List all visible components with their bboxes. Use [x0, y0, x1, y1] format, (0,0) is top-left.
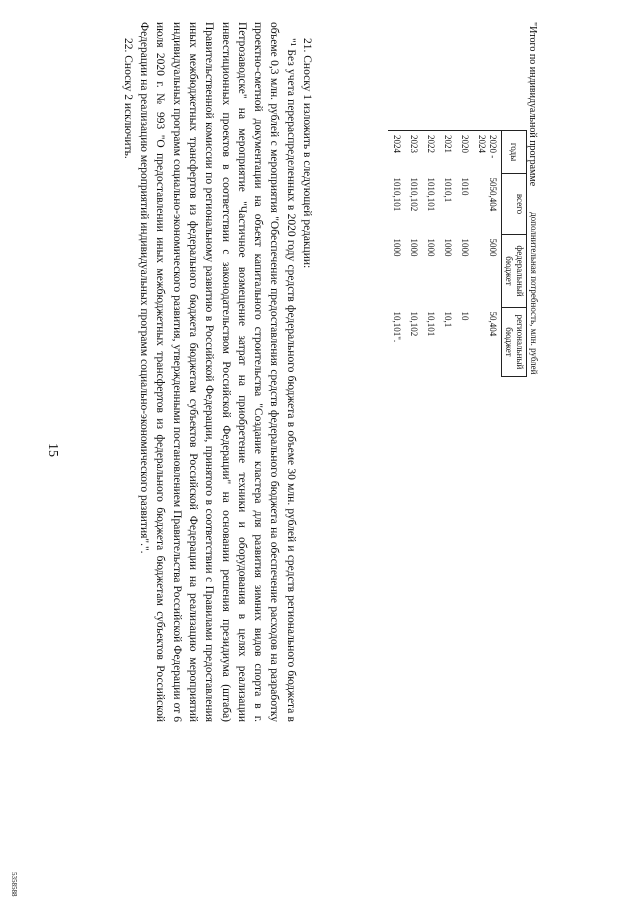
cell-federal: 1000	[443, 238, 453, 257]
page-number: 15	[45, 443, 60, 457]
table-row	[473, 131, 502, 377]
col-header-years: годы	[502, 131, 527, 174]
cell-total: 1010,101	[426, 177, 436, 212]
table-row	[439, 131, 456, 377]
cell-year: 2022	[422, 131, 439, 174]
cell-year: 2023	[405, 131, 422, 174]
cell-total: 1010	[460, 177, 470, 196]
cell-year: 2020 - 2024	[473, 131, 502, 174]
cell-total: 1010,1	[443, 177, 453, 203]
cell-regional: 50,404	[488, 311, 498, 337]
program-total-heading: "Итого по индивидуальной программе	[527, 22, 538, 187]
cell-year: 2020	[456, 131, 473, 174]
cell-regional: 10,102	[409, 311, 419, 337]
table-row	[405, 131, 422, 377]
funding-table	[388, 130, 540, 377]
cell-total: 1010,101	[392, 177, 402, 212]
footnote-1-text: "¹ Без учета перераспределенных в 2020 году средств федерального бюджета в объеме 30 млн. рублей и средств регионального бюджета в объеме 0,3 млн. рублей с мероприятия "Обеспечение предоставления средств федерального бюджета на обеспечение расходов на разработку проектно-сметной документации на объект капитального строительства "Создание кластера для развития зимних видов спорта в г. Петрозаводске" на мероприятие "Частичное возмещение затрат на приобретение техники и оборудования в целях реализации инвестиционных проектов в соответствии с законодательством Российской Федерации" на основании решения президиума (штаба) Правительственной комиссии по региональному развитию в Российской Федерации, принятого в соответствии с Правилами предоставления иных межбюджетных трансфертов из федерального бюджета бюджетам субъектов Российской Федерации на реализацию мероприятий индивидуальных программ социально-экономического развития, утвержденными постановлением Правительства Российской Федерации от 6 июля 2020 г. № 993 "О предоставлении иных межбюджетных трансфертов из федерального бюджета бюджетам субъектов Российской Федерации на реализацию мероприятий индивидуальных программ социально-экономического развития".".	[138, 22, 297, 722]
cell-federal: 1000	[392, 238, 402, 257]
table-row	[388, 131, 405, 377]
cell-total: 5050,404	[488, 177, 498, 212]
amendment-text	[119, 22, 315, 722]
cell-regional: 10,101	[426, 311, 436, 337]
cell-year: 2021	[439, 131, 456, 174]
cell-federal: 1000	[409, 238, 419, 257]
cell-total: 1010,102	[409, 177, 419, 212]
table-row	[422, 131, 439, 377]
paragraph-22: 22. Сноску 2 исключить.	[121, 38, 134, 159]
document-code: 5358588	[10, 872, 18, 897]
cell-federal: 1000	[460, 238, 470, 257]
cell-regional: 10	[460, 311, 470, 321]
cell-federal: 5000	[488, 238, 498, 257]
rotated-content	[80, 18, 540, 868]
paragraph-21: 21. Сноску 1 изложить в следующей редакции:	[301, 38, 313, 269]
col-header-total: всего	[502, 174, 527, 235]
cell-regional: 10,101".	[392, 311, 402, 343]
table-row	[456, 131, 473, 377]
col-header-regional: региональный бюджет	[502, 308, 527, 377]
cell-year: 2024	[388, 131, 405, 174]
cell-regional: 10,1	[443, 311, 453, 328]
col-header-federal: федеральный бюджет	[502, 235, 527, 308]
table-caption: дополнительная потребность, млн. рублей	[529, 212, 539, 375]
cell-federal: 1000	[426, 238, 436, 257]
